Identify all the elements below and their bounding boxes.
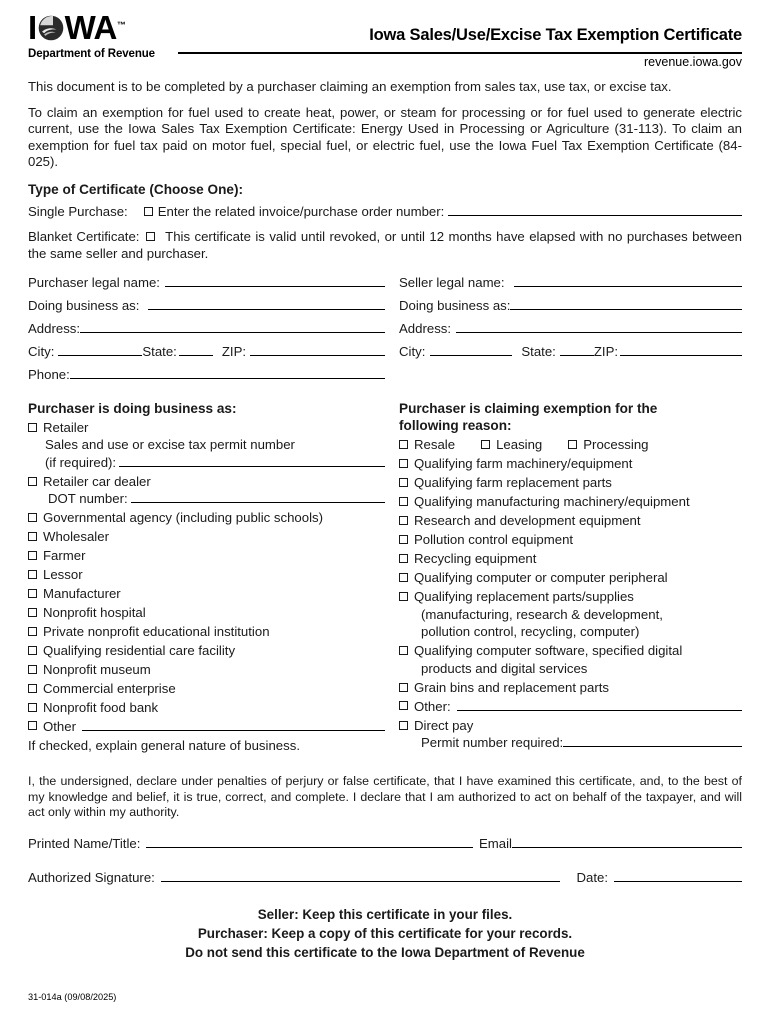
checkbox-item-farm-machinery[interactable] <box>399 455 742 473</box>
header-divider-rule <box>178 52 742 54</box>
wholesaler-label: Wholesaler <box>43 529 109 544</box>
replacement-parts-continuation-2: pollution control, recycling, computer) <box>421 624 640 639</box>
seller-legal-name-row <box>399 274 742 297</box>
computer-software-continuation-1: products and digital services <box>421 660 588 676</box>
manufacturer-checkbox[interactable] <box>28 589 37 598</box>
certificate-type-heading: Type of Certificate (Choose One): <box>28 181 244 197</box>
exemption-other-input[interactable] <box>457 698 742 711</box>
research-development-checkbox[interactable] <box>399 516 408 525</box>
footer-notices <box>28 905 742 962</box>
checkbox-item-exemption-other[interactable] <box>399 698 742 716</box>
purchaser-phone-label: Phone: <box>28 366 70 382</box>
page-title: Iowa Sales/Use/Excise Tax Exemption Certificate <box>369 26 742 44</box>
checkbox-item-leasing[interactable] <box>481 436 542 454</box>
seller-city-label: City: <box>399 343 426 359</box>
seller-legal-name-label: Seller legal name: <box>399 274 505 290</box>
purchaser-state-label: State: <box>142 343 177 359</box>
farm-replacement-parts-label: Qualifying farm replacement parts <box>414 475 612 490</box>
checkbox-item-farm-replacement-parts[interactable] <box>399 474 742 492</box>
resale-checkbox[interactable] <box>399 440 408 449</box>
computer-software-label: Qualifying computer software, specified digital <box>414 643 683 658</box>
exemption-reason-column <box>385 401 742 755</box>
nonprofit-hospital-label: Nonprofit hospital <box>43 605 146 620</box>
purchaser-address-input[interactable] <box>80 320 385 333</box>
checklists-grid <box>28 401 742 755</box>
footer-notice-do-not-send: Do not send this certificate to the Iowa Department of Revenue <box>185 944 585 960</box>
farmer-label: Farmer <box>43 548 86 563</box>
logo-letter-i: I <box>28 8 37 46</box>
processing-checkbox[interactable] <box>568 440 577 449</box>
checkbox-item-resale[interactable] <box>399 436 455 454</box>
purchaser-address-label: Address: <box>28 320 81 336</box>
checkbox-item-business-other[interactable] <box>28 718 385 736</box>
manufacturing-machinery-label: Qualifying manufacturing machinery/equipment <box>414 494 690 509</box>
residential-care-facility-checkbox[interactable] <box>28 646 37 655</box>
qualifying-computer-checkbox[interactable] <box>399 573 408 582</box>
checkbox-item-direct-pay[interactable] <box>399 717 742 735</box>
seller-address-input[interactable] <box>456 320 742 333</box>
exemption-other-label: Other: <box>414 698 451 714</box>
single-purchase-text: Enter the related invoice/purchase order number: <box>157 203 445 219</box>
seller-address-label: Address: <box>399 320 452 336</box>
seller-fields-column <box>385 274 742 389</box>
checkbox-item-replacement-parts-supplies[interactable] <box>399 588 742 606</box>
qualifying-computer-label: Qualifying computer or computer peripheral <box>414 570 668 585</box>
intro-paragraph-2: To claim an exemption for fuel used to create heat, power, or steam for processing or for fuel used to generate electric current, use the Iowa Sales Tax Exemption Certificate: Energy Used in Processing or Agriculture (31-113). To claim an exemption for fuel tax paid on motor fuel, special fuel, or electric fuel, use the Iowa Fuel Tax Exemption Certificate (84-025). <box>28 104 742 169</box>
business-type-column <box>28 401 385 755</box>
exemption-other-checkbox[interactable] <box>399 701 408 710</box>
footer-notice-purchaser: Purchaser: Keep a copy of this certificate for your records. <box>197 925 573 941</box>
blanket-certificate-checkbox[interactable] <box>146 232 155 241</box>
farm-machinery-label: Qualifying farm machinery/equipment <box>414 456 633 471</box>
replacement-parts-supplies-label: Qualifying replacement parts/supplies <box>414 589 634 604</box>
single-purchase-row <box>28 203 742 219</box>
farmer-checkbox[interactable] <box>28 551 37 560</box>
checkbox-item-retailer-car-dealer[interactable] <box>28 473 385 491</box>
residential-care-facility-label: Qualifying residential care facility <box>43 643 236 658</box>
direct-pay-permit-label: Permit number required: <box>421 735 564 750</box>
permit-number-row <box>28 454 385 472</box>
checkbox-item-lessor[interactable] <box>28 566 385 584</box>
seller-dba-label: Doing business as: <box>399 297 511 313</box>
private-nonprofit-educational-checkbox[interactable] <box>28 627 37 636</box>
purchaser-zip-input[interactable] <box>250 343 385 356</box>
seller-dba-row <box>399 297 742 320</box>
retailer-checkbox[interactable] <box>28 423 37 432</box>
blanket-certificate-row <box>28 228 742 262</box>
nonprofit-hospital-checkbox[interactable] <box>28 608 37 617</box>
business-other-label: Other <box>43 719 76 734</box>
purchaser-address-row <box>28 320 385 343</box>
recycling-equipment-checkbox[interactable] <box>399 554 408 563</box>
commercial-enterprise-label: Commercial enterprise <box>43 681 176 696</box>
seller-state-label: State: <box>521 343 556 359</box>
computer-software-checkbox[interactable] <box>399 646 408 655</box>
checkbox-item-governmental-agency[interactable] <box>28 509 385 527</box>
authorized-signature-input[interactable] <box>161 869 561 882</box>
footer-notice-seller: Seller: Keep this certificate in your files. <box>257 906 513 922</box>
blanket-certificate-label: Blanket Certificate: <box>28 228 140 244</box>
invoice-number-input[interactable] <box>448 203 742 216</box>
dot-number-label: DOT number: <box>48 491 128 506</box>
checkbox-item-grain-bins[interactable] <box>399 679 742 697</box>
retailer-car-dealer-checkbox[interactable] <box>28 477 37 486</box>
lessor-checkbox[interactable] <box>28 570 37 579</box>
checkbox-item-pollution-control[interactable] <box>399 531 742 549</box>
retailer-label: Retailer <box>43 419 89 435</box>
purchaser-phone-input[interactable] <box>70 366 385 379</box>
business-other-input[interactable] <box>82 718 385 731</box>
dot-number-input[interactable] <box>131 490 385 503</box>
date-input[interactable] <box>614 869 742 882</box>
governmental-agency-checkbox[interactable] <box>28 513 37 522</box>
retailer-car-dealer-label: Retailer car dealer <box>43 473 151 489</box>
printed-name-email-row <box>28 835 742 851</box>
replacement-parts-supplies-checkbox[interactable] <box>399 592 408 601</box>
seller-zip-input[interactable] <box>620 343 742 356</box>
farm-machinery-checkbox[interactable] <box>399 459 408 468</box>
department-label: Department of Revenue <box>28 48 155 60</box>
recycling-equipment-label: Recycling equipment <box>414 551 537 566</box>
business-other-checkbox[interactable] <box>28 721 37 730</box>
purchaser-dba-row <box>28 297 385 320</box>
checkbox-item-farmer[interactable] <box>28 547 385 565</box>
single-purchase-label: Single Purchase: <box>28 203 128 219</box>
signature-date-row <box>28 869 742 885</box>
grain-bins-label: Grain bins and replacement parts <box>414 679 609 695</box>
farm-replacement-parts-checkbox[interactable] <box>399 478 408 487</box>
seller-dba-input[interactable] <box>510 297 742 310</box>
declaration-text: I, the undersigned, declare under penalties of perjury or false certificate, that I have examined this certificate, and, to the best of my knowledge and belief, it is true, correct, and complete. I declare that I am authorized to act on behalf of the taxpayer, and will act only within my authority. <box>28 774 742 819</box>
leasing-label: Leasing <box>496 437 543 452</box>
seller-city-state-zip-row <box>399 343 742 366</box>
exemption-inline-options-row <box>399 436 742 454</box>
intro-paragraph-1: This document is to be completed by a purchaser claiming an exemption from sales tax, use tax, or excise tax. <box>28 79 672 94</box>
checkbox-item-wholesaler[interactable] <box>28 528 385 546</box>
lessor-label: Lessor <box>43 567 83 582</box>
permit-number-label: (if required): <box>45 454 117 470</box>
manufacturer-label: Manufacturer <box>43 586 121 601</box>
replacement-parts-continuation-1: (manufacturing, research & development, <box>421 606 663 622</box>
checkbox-item-research-development[interactable] <box>399 512 742 530</box>
dot-number-row <box>28 490 385 508</box>
form-number: 31-014a (09/08/2025) <box>28 992 117 1002</box>
exemption-reason-heading-line-1: Purchaser is claiming exemption for the <box>399 400 658 416</box>
processing-label: Processing <box>583 437 649 452</box>
form-title-area <box>182 26 742 45</box>
exemption-reason-heading-line-2: following reason: <box>399 418 512 433</box>
business-type-heading: Purchaser is doing business as: <box>28 400 237 416</box>
seller-state-input[interactable] <box>560 343 594 356</box>
purchaser-legal-name-input[interactable] <box>165 274 385 287</box>
nonprofit-food-bank-checkbox[interactable] <box>28 703 37 712</box>
checkbox-item-manufacturer[interactable] <box>28 585 385 603</box>
single-purchase-checkbox[interactable] <box>144 207 153 216</box>
email-label: Email <box>479 835 512 851</box>
leasing-checkbox[interactable] <box>481 440 490 449</box>
purchaser-dba-label: Doing business as: <box>28 297 140 313</box>
purchaser-state-input[interactable] <box>179 343 213 356</box>
printed-name-input[interactable] <box>146 835 473 848</box>
iowa-circle-emblem-icon <box>38 15 64 41</box>
resale-label: Resale <box>414 437 456 452</box>
commercial-enterprise-checkbox[interactable] <box>28 684 37 693</box>
purchaser-legal-name-label: Purchaser legal name: <box>28 274 160 290</box>
authorized-signature-label: Authorized Signature: <box>28 869 155 885</box>
purchaser-city-input[interactable] <box>58 343 142 356</box>
logo-letters-wa: WA <box>64 8 117 46</box>
purchaser-dba-input[interactable] <box>148 297 385 310</box>
direct-pay-label: Direct pay <box>414 717 474 733</box>
governmental-agency-label: Governmental agency (including public schools) <box>43 510 324 525</box>
checkbox-item-nonprofit-hospital[interactable] <box>28 604 385 622</box>
nonprofit-museum-checkbox[interactable] <box>28 665 37 674</box>
private-nonprofit-educational-label: Private nonprofit educational institution <box>43 624 270 639</box>
seller-legal-name-input[interactable] <box>514 274 742 287</box>
explain-nature-note: If checked, explain general nature of business. <box>28 737 300 753</box>
direct-pay-checkbox[interactable] <box>399 721 408 730</box>
purchaser-city-state-zip-row <box>28 343 385 366</box>
checkbox-item-nonprofit-museum[interactable] <box>28 661 385 679</box>
pollution-control-checkbox[interactable] <box>399 535 408 544</box>
direct-pay-permit-input[interactable] <box>563 734 742 747</box>
checkbox-item-computer-software[interactable] <box>399 642 742 660</box>
checkbox-item-retailer[interactable] <box>28 419 385 437</box>
permit-number-input[interactable] <box>119 454 385 467</box>
page-header <box>28 0 742 70</box>
purchaser-city-label: City: <box>28 343 55 359</box>
manufacturing-machinery-checkbox[interactable] <box>399 497 408 506</box>
checkbox-item-residential-care-facility[interactable] <box>28 642 385 660</box>
grain-bins-checkbox[interactable] <box>399 683 408 692</box>
checkbox-item-commercial-enterprise[interactable] <box>28 680 385 698</box>
purchaser-legal-name-row <box>28 274 385 297</box>
seller-zip-label: ZIP: <box>593 343 619 359</box>
date-label: Date: <box>576 869 608 885</box>
direct-pay-permit-row <box>399 734 742 752</box>
agency-website-text: revenue.iowa.gov <box>644 55 742 69</box>
wholesaler-checkbox[interactable] <box>28 532 37 541</box>
email-input[interactable] <box>512 835 742 848</box>
research-development-label: Research and development equipment <box>414 513 641 528</box>
checkbox-item-processing[interactable] <box>568 436 648 454</box>
checkbox-item-nonprofit-food-bank[interactable] <box>28 699 385 717</box>
checkbox-item-private-nonprofit-educational[interactable] <box>28 623 385 641</box>
seller-address-row <box>399 320 742 343</box>
trademark-symbol: ™ <box>116 20 126 30</box>
blanket-certificate-text: This certificate is valid until revoked, or until 12 months have elapsed with no purchases between the same seller and purchaser. <box>28 228 743 261</box>
purchaser-phone-row <box>28 366 385 389</box>
printed-name-label: Printed Name/Title: <box>28 835 141 851</box>
purchaser-fields-column <box>28 274 385 389</box>
pollution-control-label: Pollution control equipment <box>414 532 574 547</box>
permit-number-line-1: Sales and use or excise tax permit number <box>45 437 295 452</box>
checkbox-item-manufacturing-machinery[interactable] <box>399 493 742 511</box>
seller-city-input[interactable] <box>430 343 512 356</box>
checkbox-item-qualifying-computer[interactable] <box>399 569 742 587</box>
nonprofit-museum-label: Nonprofit museum <box>43 662 151 677</box>
party-fields-grid <box>28 274 742 389</box>
nonprofit-food-bank-label: Nonprofit food bank <box>43 700 159 715</box>
purchaser-zip-label: ZIP: <box>221 343 247 359</box>
checkbox-item-recycling-equipment[interactable] <box>399 550 742 568</box>
